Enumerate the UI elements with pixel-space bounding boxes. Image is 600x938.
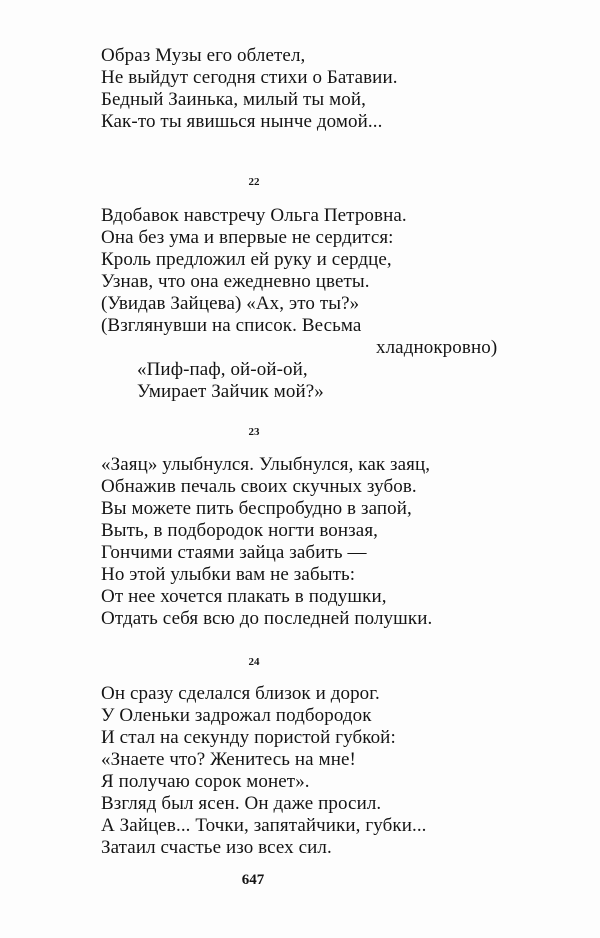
stanza-number: 23 (248, 426, 260, 438)
poem-line: И стал на секунду пористой губкой: (101, 727, 396, 748)
poem-line: Взгляд был ясен. Он даже просил. (101, 793, 382, 814)
poem-line: Вы можете пить беспробудно в запой, (101, 498, 412, 519)
poem-line: Он сразу сделался близок и дорог. (101, 683, 380, 704)
poem-line: Узнав, что она ежедневно цветы. (101, 271, 370, 292)
poem-line: «Знаете что? Женитесь на мне! (101, 749, 356, 770)
stanza-number: 24 (248, 656, 260, 668)
poem-line: Я получаю сорок монет». (101, 771, 310, 792)
poem-line: хладнокровно) (376, 337, 498, 358)
poem-line: Выть, в подбородок ногти вонзая, (101, 520, 379, 541)
poem-line: (Взглянувши на список. Весьма (101, 315, 362, 336)
poem-line: Бедный Заинька, милый ты мой, (101, 89, 366, 110)
poem-line: «Пиф-паф, ой-ой-ой, (137, 359, 308, 380)
poem-line: (Увидав Зайцева) «Ах, это ты?» (101, 293, 360, 314)
stanza-number: 22 (248, 176, 260, 188)
poem-line: «Заяц» улыбнулся. Улыбнулся, как заяц, (101, 454, 431, 475)
poem-line: А Зайцев... Точки, запятайчики, губки... (101, 815, 427, 836)
poem-line: Вдобавок навстречу Ольга Петровна. (101, 205, 407, 226)
poem-line: Как-то ты явишься нынче домой... (101, 111, 383, 132)
poem-line: Отдать себя всю до последней полушки. (101, 608, 433, 629)
poem-line: Кроль предложил ей руку и сердце, (101, 249, 392, 270)
poem-line: Она без ума и впервые не сердится: (101, 227, 394, 248)
poem-line: От нее хочется плакать в подушки, (101, 586, 387, 607)
poem-line: Но этой улыбки вам не забыть: (101, 564, 356, 585)
poem-line: Умирает Зайчик мой?» (137, 381, 324, 402)
poem-line: Гончими стаями зайца забить — (101, 542, 367, 563)
poem-line: Образ Музы его облетел, (101, 45, 306, 66)
poem-line: Не выйдут сегодня стихи о Батавии. (101, 67, 398, 88)
poem-line: Затаил счастье изо всех сил. (101, 837, 332, 858)
poem-line: Обнажив печаль своих скучных зубов. (101, 476, 417, 497)
page-number: 647 (241, 872, 265, 888)
poem-line: У Оленьки задрожал подбородок (101, 705, 372, 726)
